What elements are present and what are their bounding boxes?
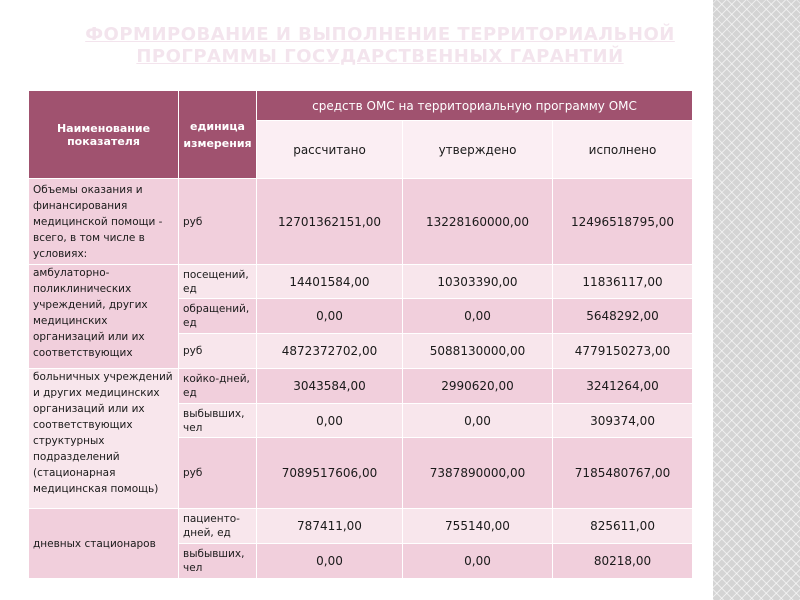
- calculated-cell: 12701362151,00: [257, 179, 403, 265]
- executed-cell: 3241264,00: [553, 369, 693, 404]
- header-approved: утверждено: [403, 121, 553, 179]
- table-row: [29, 179, 693, 265]
- approved-cell: 13228160000,00: [403, 179, 553, 265]
- calculated-cell: 7089517606,00: [257, 438, 403, 509]
- approved-cell: 755140,00: [403, 509, 553, 544]
- approved-cell: 0,00: [403, 404, 553, 438]
- indicator-name: больничных учреждений и других медицинских организаций или их соответствующих структурных подразделений (стационарная медицинская помощь): [29, 369, 179, 509]
- unit-cell: обращений, ед: [179, 299, 257, 334]
- executed-cell: 4779150273,00: [553, 334, 693, 369]
- table-row: [29, 509, 693, 544]
- decorative-pattern-strip: [713, 0, 800, 600]
- executed-cell: 7185480767,00: [553, 438, 693, 509]
- executed-cell: 12496518795,00: [553, 179, 693, 265]
- executed-cell: 825611,00: [553, 509, 693, 544]
- unit-cell: руб: [179, 334, 257, 369]
- approved-cell: 0,00: [403, 544, 553, 579]
- unit-cell: выбывших, чел: [179, 404, 257, 438]
- executed-cell: 309374,00: [553, 404, 693, 438]
- executed-cell: 5648292,00: [553, 299, 693, 334]
- approved-cell: 7387890000,00: [403, 438, 553, 509]
- header-calculated: рассчитано: [257, 121, 403, 179]
- calculated-cell: 4872372702,00: [257, 334, 403, 369]
- header-indicator-name: Наименование показателя: [29, 91, 179, 179]
- financing-table: [28, 90, 693, 579]
- unit-cell: пациенто-дней, ед: [179, 509, 257, 544]
- unit-cell: руб: [179, 438, 257, 509]
- unit-cell: посещений, ед: [179, 265, 257, 299]
- unit-cell: руб: [179, 179, 257, 265]
- header-unit: единица измерения: [179, 91, 257, 179]
- executed-cell: 11836117,00: [553, 265, 693, 299]
- executed-cell: 80218,00: [553, 544, 693, 579]
- header-oms-group: средств ОМС на территориальную программу ОМС: [257, 91, 693, 121]
- header-executed: исполнено: [553, 121, 693, 179]
- slide-title-line-2: ПРОГРАММЫ ГОСУДАРСТВЕННЫХ ГАРАНТИЙ: [136, 46, 624, 67]
- slide-title-line-1: ФОРМИРОВАНИЕ И ВЫПОЛНЕНИЕ ТЕРРИТОРИАЛЬНОЙ: [85, 24, 675, 45]
- indicator-name: дневных стационаров: [29, 509, 179, 579]
- calculated-cell: 0,00: [257, 299, 403, 334]
- approved-cell: 5088130000,00: [403, 334, 553, 369]
- indicator-name: амбулаторно-поликлинических учреждений, других медицинских организаций или их соответствующих: [29, 265, 179, 369]
- approved-cell: 2990620,00: [403, 369, 553, 404]
- slide-title: [60, 24, 700, 68]
- indicator-name: Объемы оказания и финансирования медицинской помощи - всего, в том числе в условиях:: [29, 179, 179, 265]
- approved-cell: 10303390,00: [403, 265, 553, 299]
- calculated-cell: 0,00: [257, 404, 403, 438]
- calculated-cell: 3043584,00: [257, 369, 403, 404]
- calculated-cell: 14401584,00: [257, 265, 403, 299]
- unit-cell: выбывших, чел: [179, 544, 257, 579]
- table-row: [29, 369, 693, 404]
- approved-cell: 0,00: [403, 299, 553, 334]
- calculated-cell: 0,00: [257, 544, 403, 579]
- table-row: [29, 265, 693, 299]
- calculated-cell: 787411,00: [257, 509, 403, 544]
- unit-cell: койко-дней, ед: [179, 369, 257, 404]
